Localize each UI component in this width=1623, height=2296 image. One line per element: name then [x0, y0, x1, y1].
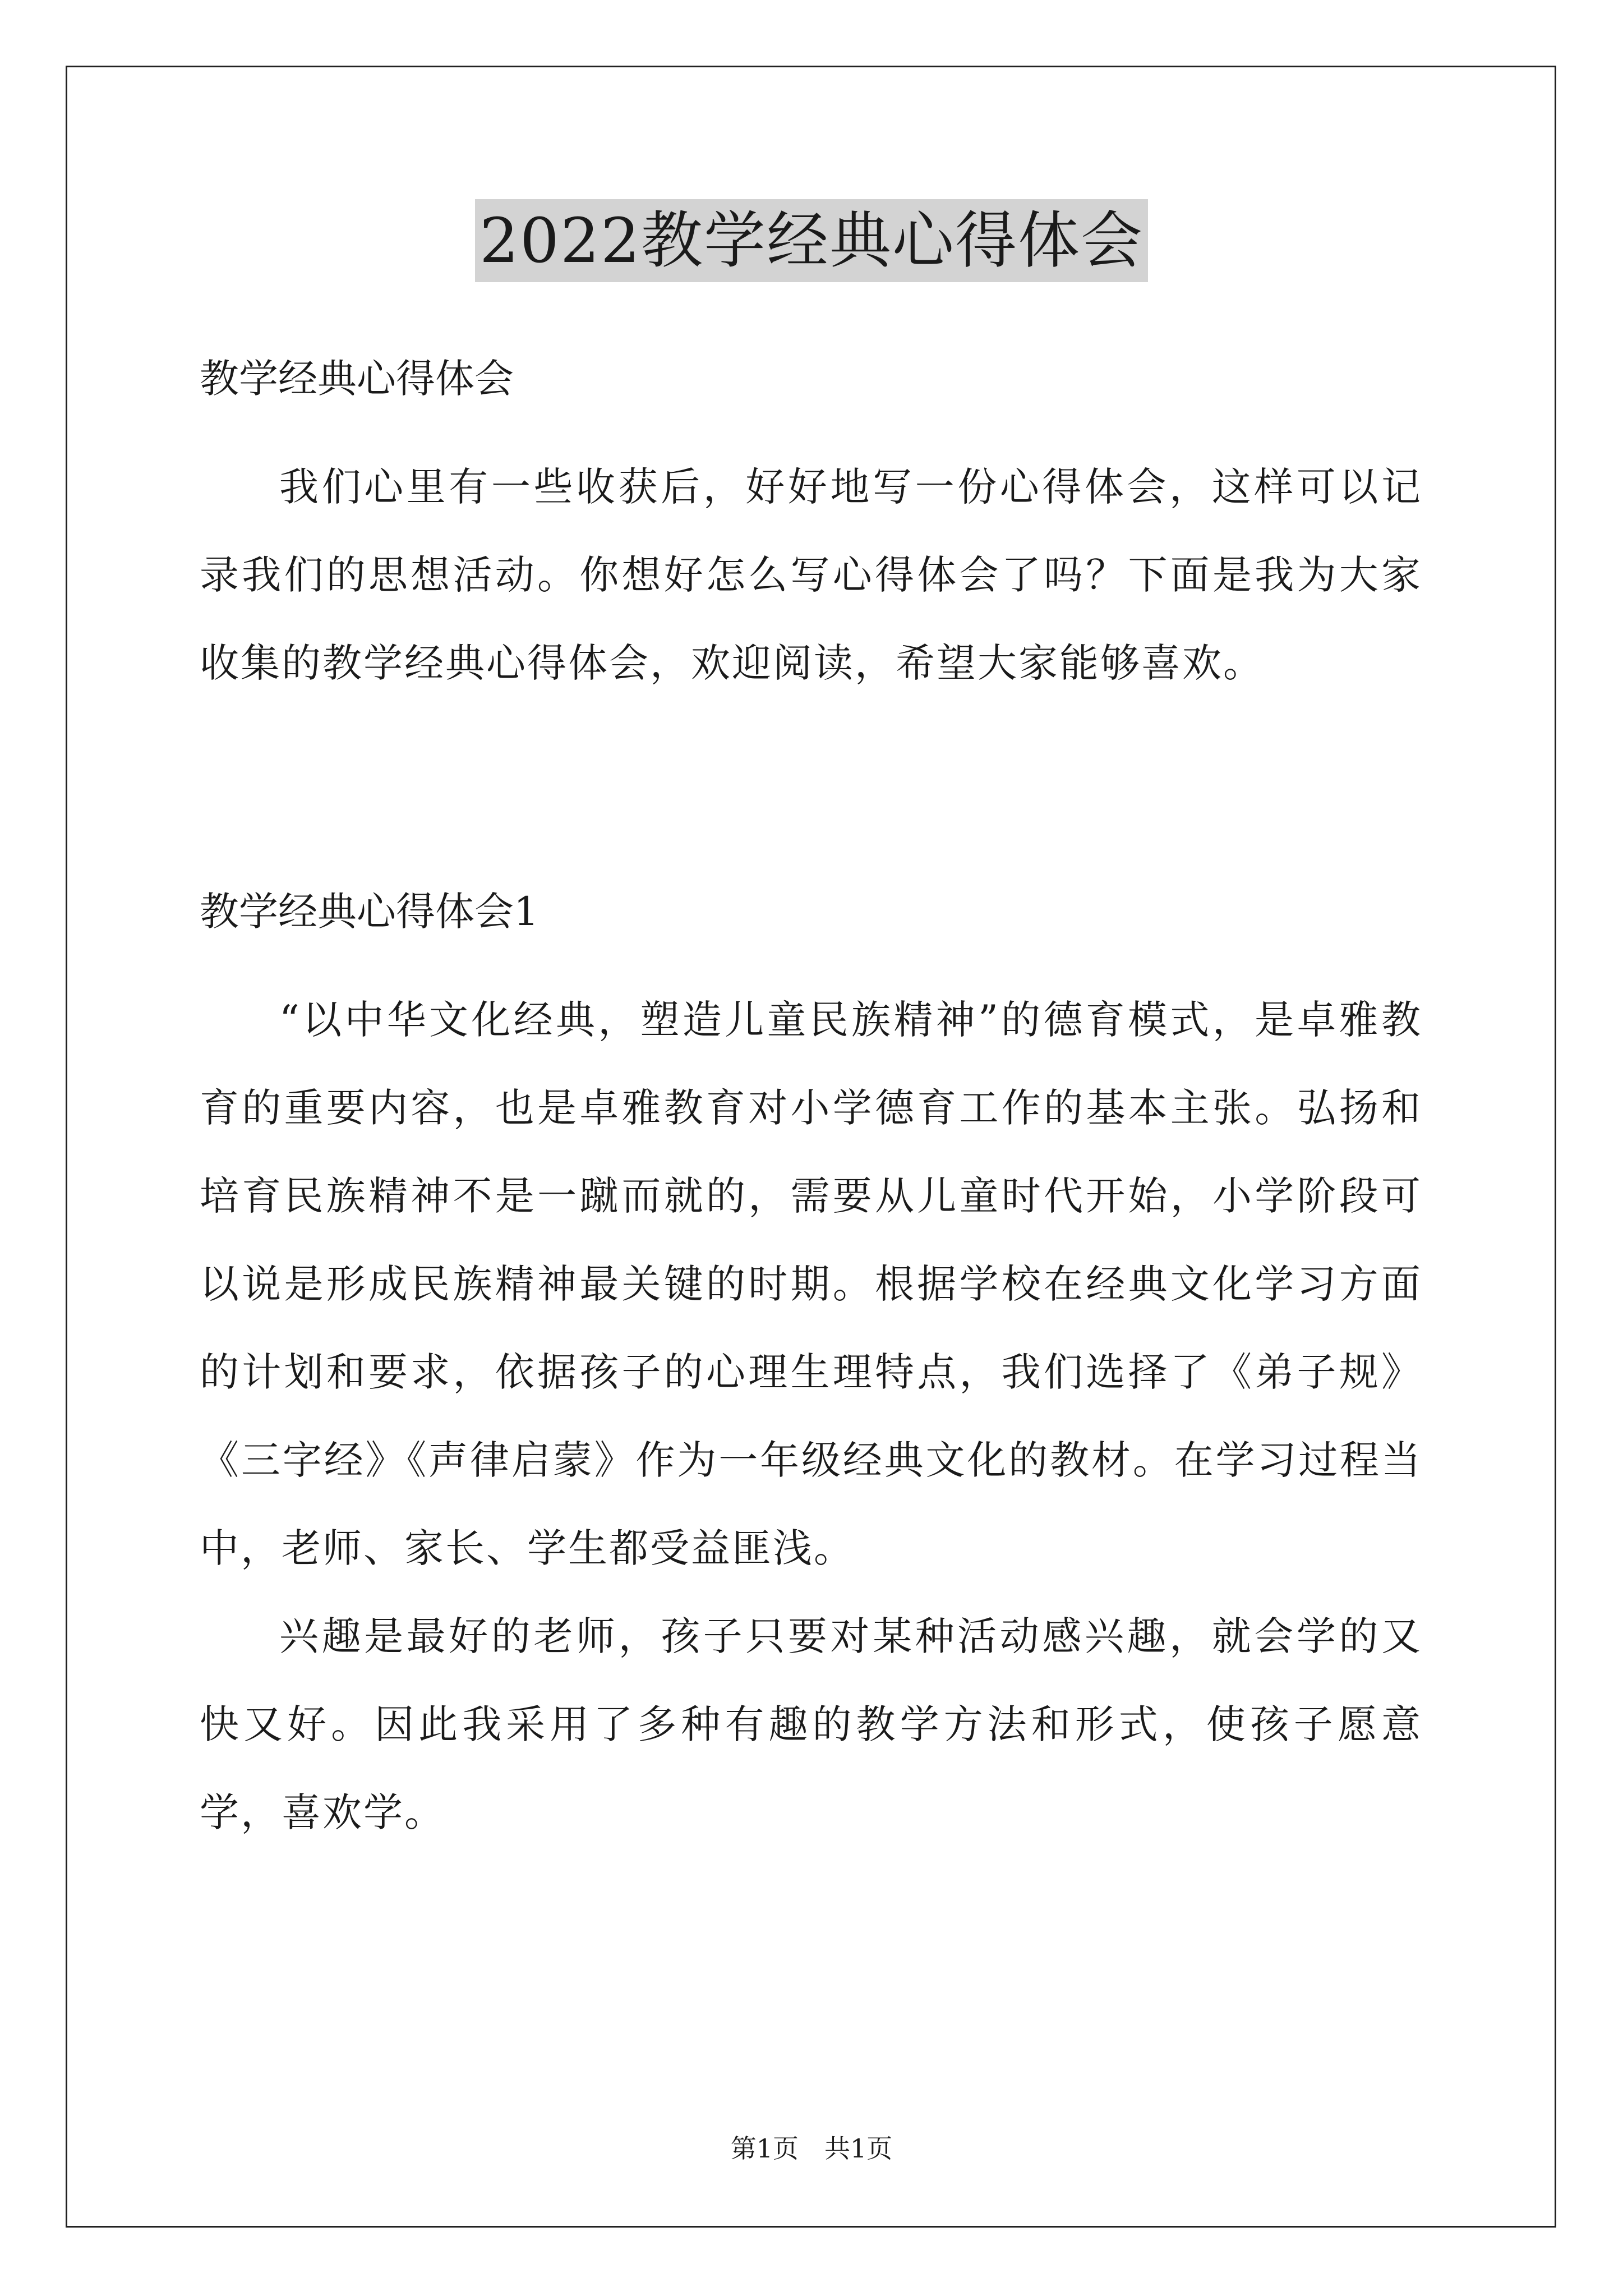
section1-heading: 教学经典心得体会1 [200, 889, 539, 935]
intro-paragraph: 我们心里有一些收获后，好好地写一份心得体会，这样可以记录我们的思想活动。你想好怎么写心得体会了吗？下面是我为大家收集的教学经典心得体会，欢迎阅读，希望大家能够喜欢。 [200, 464, 1422, 686]
intro-section [200, 443, 1422, 707]
page-footer: 第1页 共1页 [730, 2133, 893, 2164]
title-container [0, 199, 1623, 282]
intro-heading: 教学经典心得体会 [200, 356, 514, 402]
section1-paragraph-1: “以中华文化经典，塑造儿童民族精神”的德育模式，是卓雅教育的重要内容，也是卓雅教育对小学德育工作的基本主张。弘扬和培育民族精神不是一蹴而就的，需要从儿童时代开始，小学阶段可以说是形成民族精神最关键的时期。根据学校在经典文化学习方面的计划和要求，依据孩子的心理生理特点，我们选择了《弟子规》《三字经》《声律启蒙》作为一年级经典文化的教材。在学习过程当中，老师、家长、学生都受益匪浅。 [200, 997, 1422, 1571]
document-title: 2022教学经典心得体会 [475, 199, 1148, 282]
section1-body [200, 976, 1422, 1857]
section1-paragraph-2: 兴趣是最好的老师，孩子只要对某种活动感兴趣，就会学的又快又好。因此我采用了多种有趣的教学方法和形式，使孩子愿意学，喜欢学。 [200, 1613, 1422, 1835]
